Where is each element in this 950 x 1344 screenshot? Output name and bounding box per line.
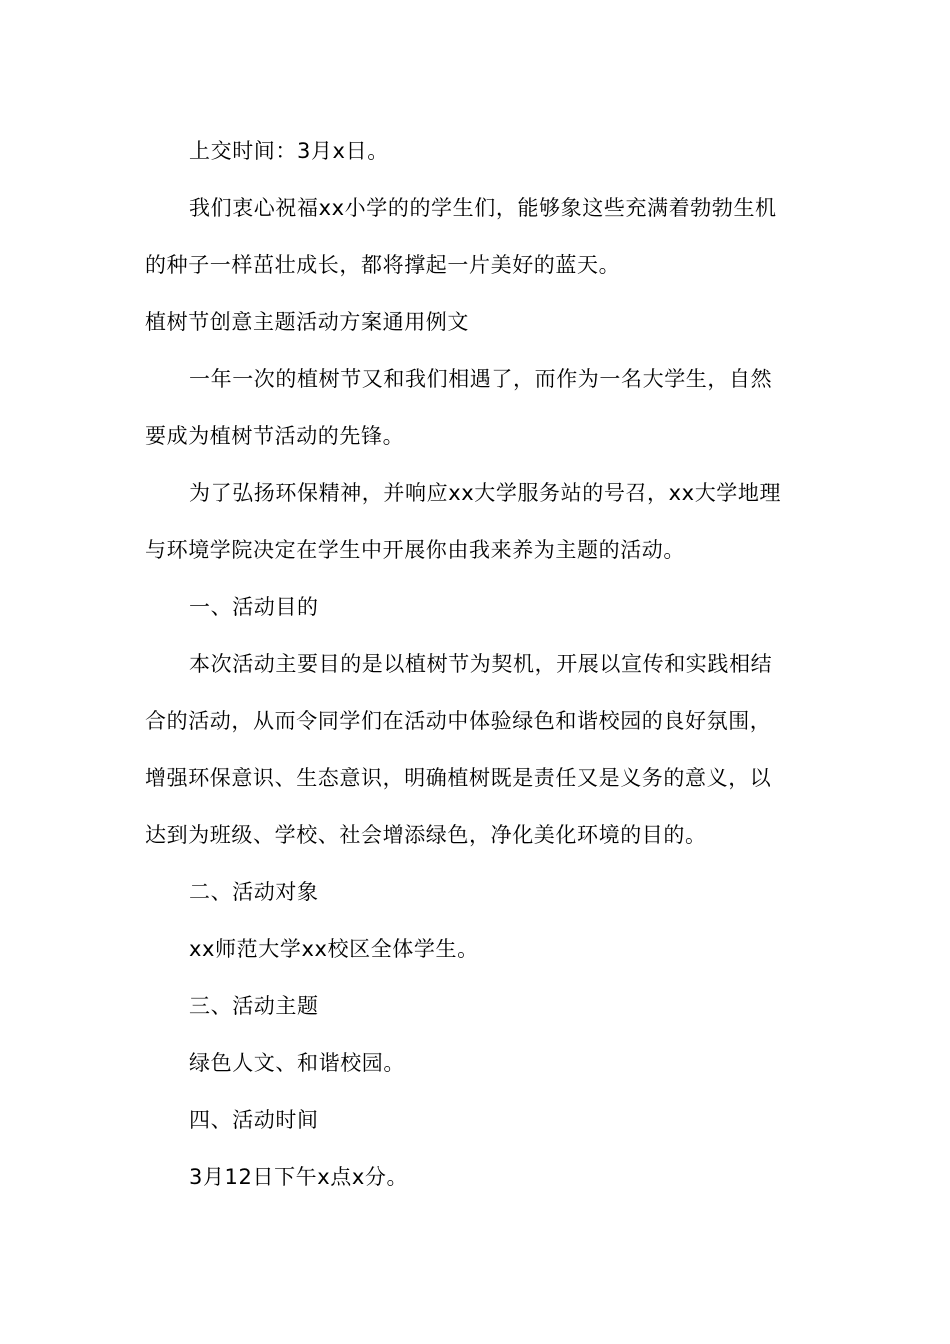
paragraph-line: 我们衷心祝福xx小学的的学生们，能够象这些充满着勃勃生机 (189, 196, 777, 220)
heading-purpose: 一、活动目的 (189, 595, 319, 619)
submission-time: 上交时间：3月x日。 (189, 139, 389, 163)
paragraph-line: xx师范大学xx校区全体学生。 (189, 937, 479, 961)
paragraph-line: 与环境学院决定在学生中开展你由我来养为主题的活动。 (145, 538, 685, 562)
heading-target: 二、活动对象 (189, 880, 319, 904)
heading-theme: 三、活动主题 (189, 994, 319, 1018)
paragraph-line: 一年一次的植树节又和我们相遇了，而作为一名大学生，自然 (189, 367, 773, 391)
paragraph-line: 3月12日下午x点x分。 (189, 1165, 409, 1189)
paragraph-line: 达到为班级、学校、社会增添绿色，净化美化环境的目的。 (145, 823, 707, 847)
heading-time: 四、活动时间 (189, 1108, 319, 1132)
paragraph-line: 为了弘扬环保精神，并响应xx大学服务站的号召，xx大学地理 (189, 481, 782, 505)
paragraph-line: 绿色人文、和谐校园。 (189, 1051, 405, 1075)
paragraph-line: 的种子一样茁壮成长，都将撑起一片美好的蓝天。 (145, 253, 621, 277)
paragraph-line: 增强环保意识、生态意识，明确植树既是责任又是义务的意义，以 (145, 766, 772, 790)
paragraph-line: 本次活动主要目的是以植树节为契机，开展以宣传和实践相结 (189, 652, 773, 676)
paragraph-line: 合的活动，从而令同学们在活动中体验绿色和谐校园的良好氛围， (145, 709, 772, 733)
section-title: 植树节创意主题活动方案通用例文 (145, 310, 469, 334)
paragraph-line: 要成为植树节活动的先锋。 (145, 424, 405, 448)
